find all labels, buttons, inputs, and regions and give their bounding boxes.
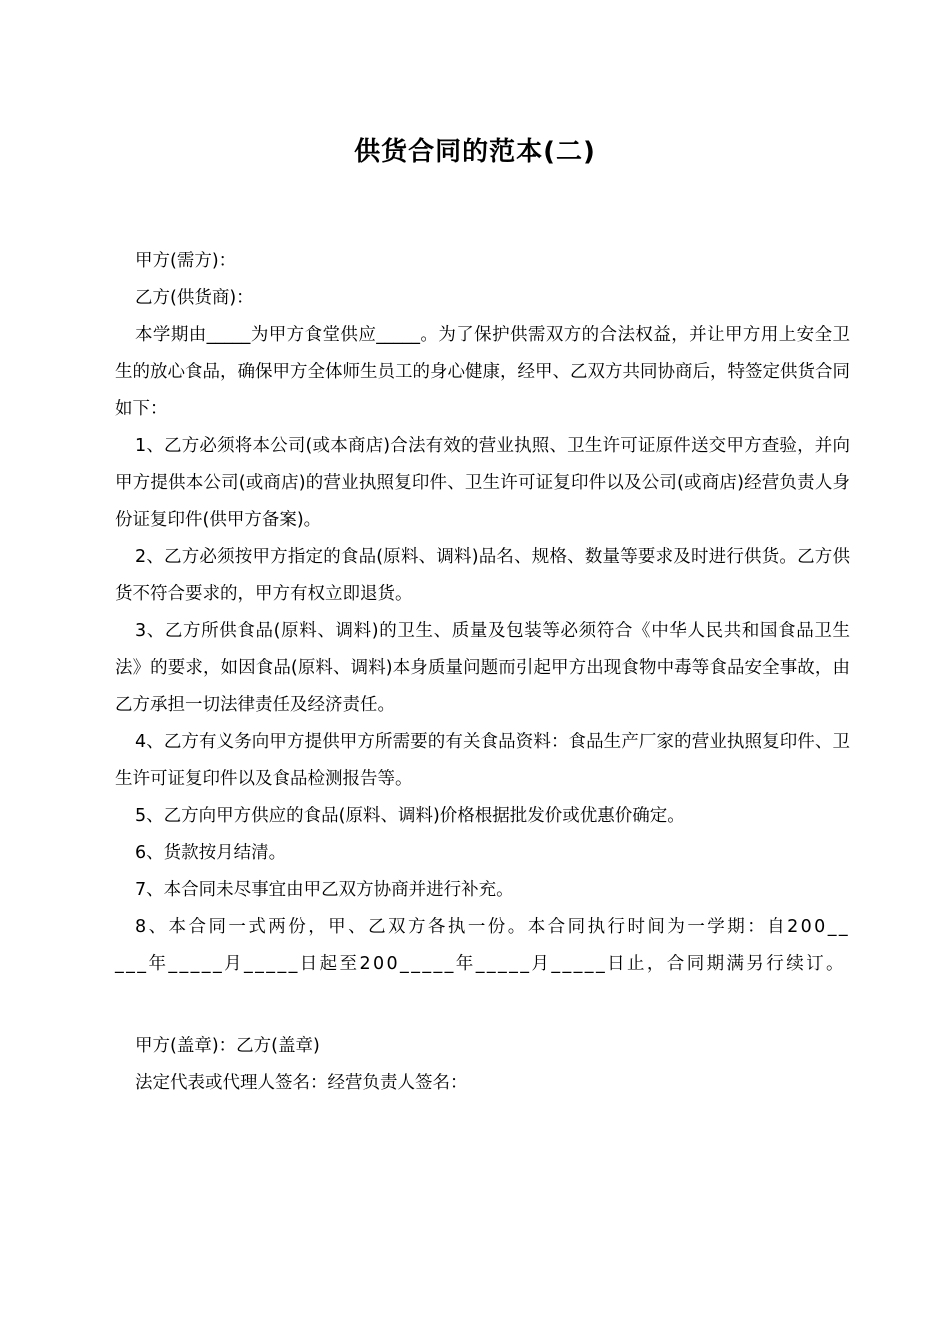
- party-b-line: 乙方(供货商)：: [135, 288, 254, 308]
- clause-7: 7、本合同未尽事宜由甲乙双方协商并进行补充。: [135, 880, 514, 900]
- clause-3: 3、乙方所供食品(原料、调料)的卫生、质量及包装等必须符合《中华人民共和国食品卫生法》的要求，如因食品(原料、调料)本身质量问题而引起甲方出现食物中毒等食品安全事故，由乙方承担一切法律责任及经济责任。: [115, 621, 850, 715]
- party-a-line: 甲方(需方)：: [135, 251, 237, 271]
- signature-seals-line: 甲方(盖章)：乙方(盖章): [135, 1036, 320, 1056]
- document-title: 供货合同的范本(二): [354, 137, 596, 167]
- clause-1: 1、乙方必须将本公司(或本商店)合法有效的营业执照、卫生许可证原件送交甲方查验，并向甲方提供本公司(或商店)的营业执照复印件、卫生许可证复印件以及公司(或商店)经营负责人身份证复印件(供甲方备案)。: [115, 436, 850, 530]
- clause-4: 4、乙方有义务向甲方提供甲方所需要的有关食品资料：食品生产厂家的营业执照复印件、卫生许可证复印件以及食品检测报告等。: [115, 732, 850, 789]
- clause-6: 6、货款按月结清。: [135, 843, 287, 863]
- intro-paragraph: 本学期由_____为甲方食堂供应_____。为了保护供需双方的合法权益，并让甲方用上安全卫生的放心食品，确保甲方全体师生员工的身心健康，经甲、乙双方共同协商后，特签定供货合同如下：: [115, 325, 850, 419]
- clause-8: 8、本合同一式两份，甲、乙双方各执一份。本合同执行时间为一学期：自200_____年_____月_____日起至200_____年_____月_____日止，合同期满另行续订。: [115, 917, 850, 974]
- contract-body: [115, 243, 850, 983]
- signature-block: [115, 1028, 850, 1102]
- clause-5: 5、乙方向甲方供应的食品(原料、调料)价格根据批发价或优惠价确定。: [135, 806, 685, 826]
- clause-2: 2、乙方必须按甲方指定的食品(原料、调料)品名、规格、数量等要求及时进行供货。乙方供货不符合要求的，甲方有权立即退货。: [115, 547, 850, 604]
- signature-names-line: 法定代表或代理人签名：经营负责人签名：: [135, 1073, 468, 1093]
